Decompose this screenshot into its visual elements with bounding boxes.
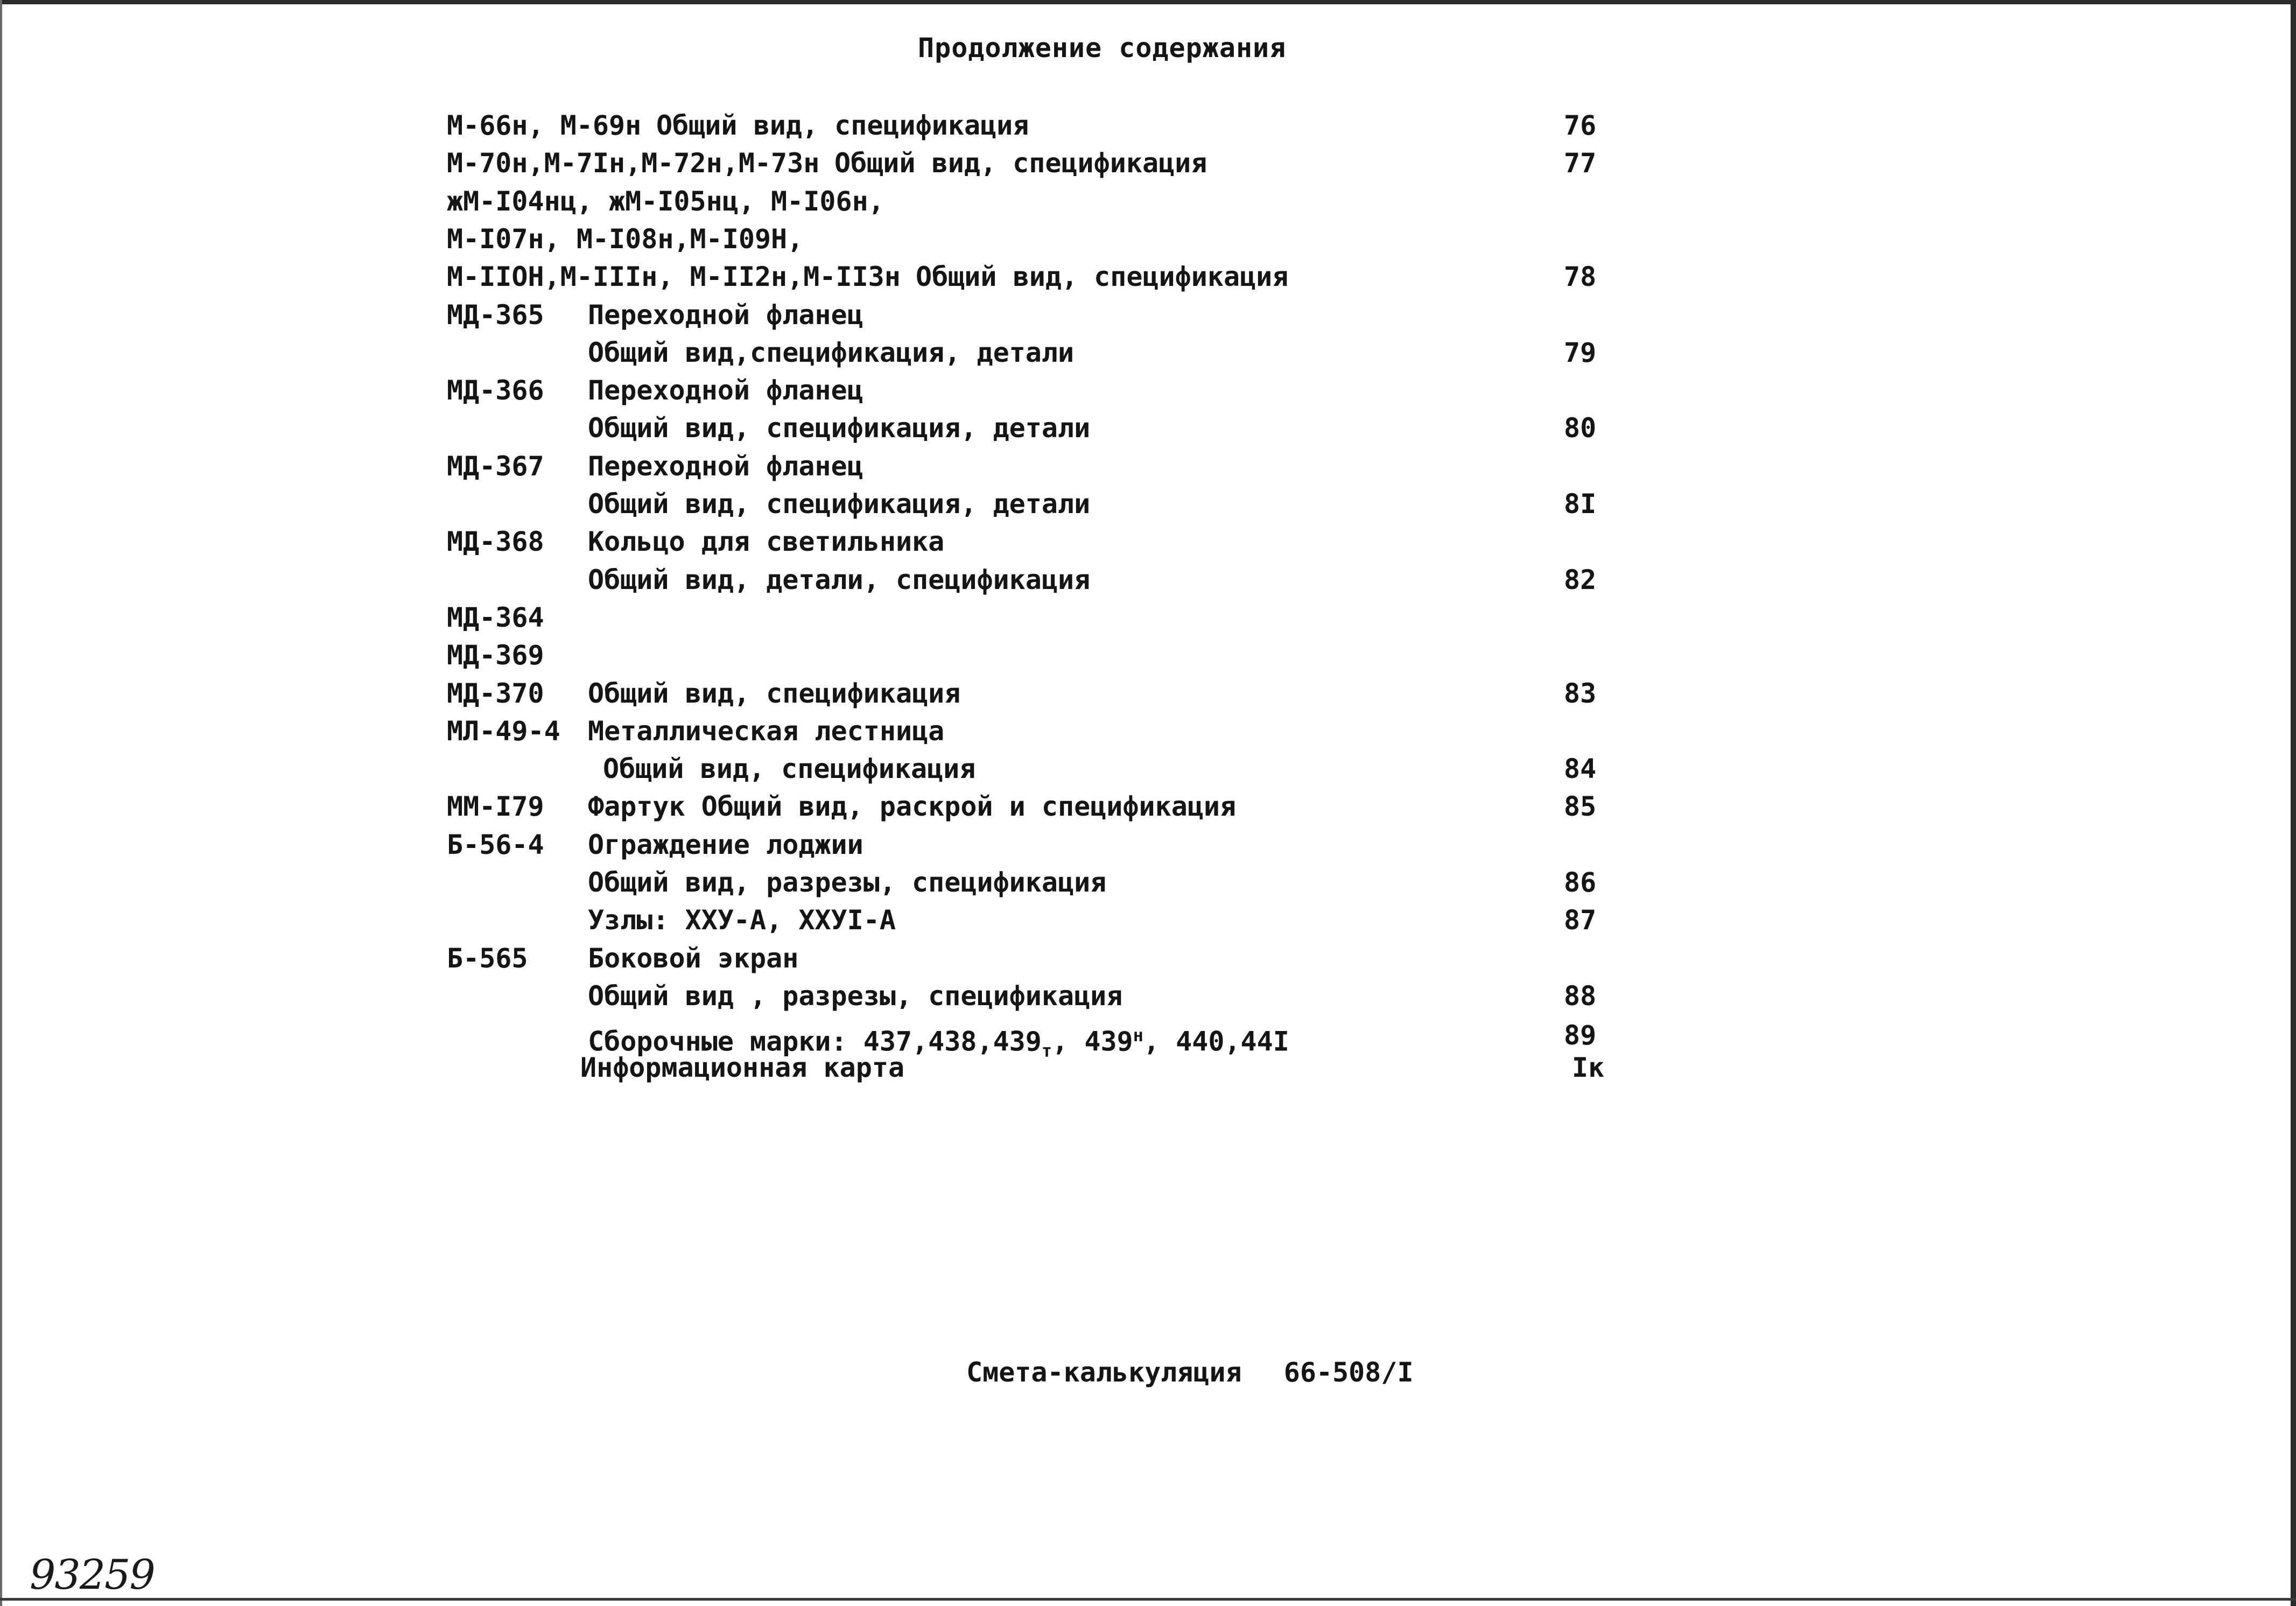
toc-row-code: Б-565	[447, 943, 528, 974]
toc-row-code: М-66н, М-69н	[447, 110, 642, 141]
toc-row-desc: Переходной фланец	[588, 451, 863, 482]
toc-row-desc: Общий вид, спецификация	[656, 110, 1029, 141]
footer-number: 66-508/I	[1283, 1357, 1414, 1388]
toc-row-page: 89	[1564, 1020, 1597, 1051]
toc-row-code: Б-56-4	[447, 829, 544, 860]
toc-row-page: 84	[1564, 753, 1597, 784]
toc-row-code: МД-366	[447, 375, 544, 406]
toc-row-desc: Общий вид, спецификация	[603, 753, 976, 784]
toc-row-desc: Общий вид , разрезы, спецификация	[588, 980, 1123, 1012]
toc-row-page: 79	[1564, 337, 1597, 368]
toc-row-desc: Переходной фланец	[588, 299, 863, 331]
page-title: Продолжение содержания	[918, 32, 1287, 64]
toc-row-code: М-70н,М-7Iн,М-72н,М-73н	[447, 148, 820, 179]
footer-label: Смета-калькуляция	[966, 1357, 1242, 1388]
toc-row-page: 86	[1564, 867, 1597, 898]
toc-row-code: ММ-I79	[447, 791, 544, 822]
toc-row-desc: Общий вид, спецификация	[834, 148, 1207, 179]
toc-row-code: М-IIОН,М-IIIн, М-II2н,М-II3н	[447, 261, 901, 292]
handwritten-archive-number: 93259	[30, 1551, 155, 1598]
toc-row-desc: Общий вид,спецификация, детали	[588, 337, 1075, 368]
toc-row-desc: Фартук Общий вид, раскрой и спецификация	[588, 791, 1237, 822]
footer-estimate	[966, 1357, 1414, 1388]
toc-row-desc: Общий вид, детали, спецификация	[588, 564, 1091, 595]
toc-row-desc: Металлическая лестница	[588, 716, 945, 747]
scan-border-left	[0, 0, 2, 1606]
toc-row-page: 83	[1564, 678, 1597, 709]
toc-row-code: М-I07н, М-I08н,М-I09Н,	[447, 223, 804, 255]
toc-row-desc: Общий вид, спецификация, детали	[588, 412, 1091, 444]
toc-row-page: 77	[1564, 148, 1597, 179]
toc-row-page: 76	[1564, 110, 1597, 141]
toc-row-page: 78	[1564, 261, 1597, 292]
toc-row-code: МД-370	[447, 678, 544, 709]
toc-row-page: 85	[1564, 791, 1597, 822]
scan-border-right	[2291, 0, 2296, 1606]
toc-row-desc: Боковой экран	[588, 943, 799, 974]
toc-row-page: Iк	[1572, 1052, 1605, 1083]
toc-row-desc: Переходной фланец	[588, 375, 863, 406]
toc-row-desc: Общий вид, спецификация	[916, 261, 1289, 292]
toc-row-desc: Общий вид, спецификация, детали	[588, 488, 1091, 520]
toc-row-desc: Информационная карта	[580, 1052, 905, 1083]
toc-row-desc: Узлы: ХХУ-А, ХХУI-А	[588, 904, 896, 936]
toc-row-code: МД-365	[447, 299, 544, 331]
toc-row-code: жМ-I04нц, жМ-I05нц, М-I06н,	[447, 186, 884, 217]
toc-row-desc: Ограждение лоджии	[588, 829, 863, 860]
toc-row-code: МД-368	[447, 526, 544, 557]
toc-row-page: 88	[1564, 980, 1597, 1012]
toc-row-code: МД-369	[447, 640, 544, 671]
toc-row-desc: Общий вид, разрезы, спецификация	[588, 867, 1107, 898]
toc-row-page: 8I	[1564, 488, 1597, 520]
toc-row-code: МД-364	[447, 602, 544, 633]
toc-row-page: 87	[1564, 904, 1597, 936]
toc-row-code: МД-367	[447, 451, 544, 482]
toc-row-desc: Кольцо для светильника	[588, 526, 945, 557]
toc-row-page: 82	[1564, 564, 1597, 595]
scan-border-top	[0, 0, 2296, 4]
toc-row-page: 80	[1564, 412, 1597, 444]
toc-row-desc: Сборочные марки: $437,438,439_т$, $439^н$, 440,44I	[588, 1025, 1289, 1061]
scan-border-bottom	[0, 1598, 2296, 1601]
toc-row-desc: Общий вид, спецификация	[588, 678, 961, 709]
toc-row-code: МЛ-49-4	[447, 716, 560, 747]
